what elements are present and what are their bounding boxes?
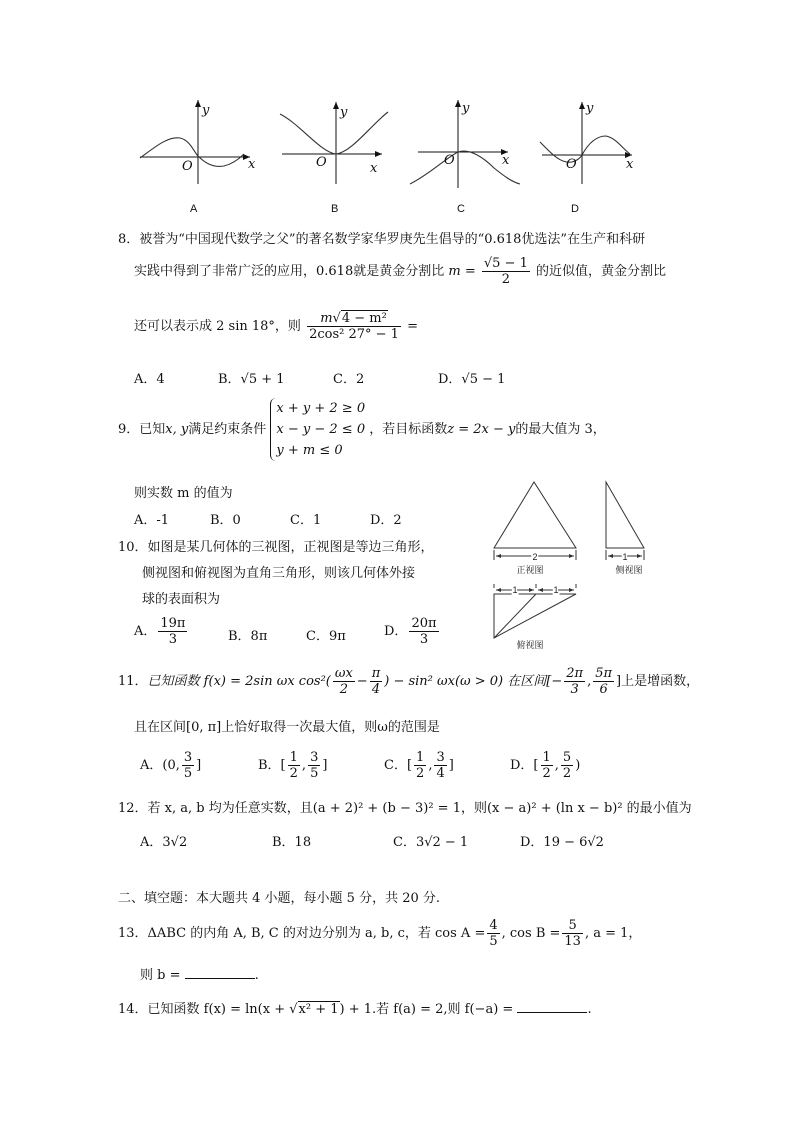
q9-objective: z = 2x − y [447,422,516,437]
q11-option-b-den2: 5 [310,766,319,781]
q13-f2-den: 13 [564,934,581,949]
q8-option-a[interactable]: A．4 [134,372,165,387]
front-view-caption: 正视图 [516,565,544,575]
q13-text-c: , a = 1， [584,926,642,941]
q11-line1 [118,666,699,697]
graph-label-b: B [331,203,339,215]
q11-option-c[interactable] [384,750,454,781]
q14-number: 14． [118,1002,148,1017]
q11-minus: − [356,674,368,689]
q9-constraint-1: x + y + 2 ≥ 0 [276,401,366,416]
graph-b-y-label: y [340,105,348,120]
q12-option-c[interactable]: C．3√2 − 1 [393,835,469,850]
q10-text-3: 球的表面积为 [142,592,221,607]
q9-option-c[interactable]: C．1 [290,513,322,528]
q8-expr-fraction: $\frac{\text{m√4 − m²}}{\text{2cos² 27° − 1}}$ [309,311,399,342]
q10-option-a[interactable] [134,616,189,647]
q8-line1 [118,228,645,247]
q11-comma: , [587,674,592,689]
q11-f4-den: 6 [599,682,608,697]
graph-b-x-label: x [370,161,378,176]
q10-line1 [118,536,434,555]
q10-option-a-den: 3 [168,632,178,647]
q11-option-c-tail: ] [448,758,454,773]
q13-f1-num: 4 [489,918,498,933]
q11-line2: 且在区间[0, π]上恰好取得一次最大值，则ω的范围是 [134,720,440,735]
graph-d [540,101,634,184]
q8-expr-m: m [320,311,333,326]
q14-radicand: x² + 1 [298,1002,339,1017]
q11-f2-num: π [371,666,381,681]
graph-c-origin: O [444,153,455,168]
top-dim-label-2: 1 [553,585,559,595]
q13-text-a: ΔABC 的内角 A, B, C 的对边分别为 a, b, c，若 cos A = [147,926,486,941]
q8-eq: = [407,319,418,334]
q11-option-c-den: 2 [416,766,425,781]
q10-option-d-den: 3 [419,632,429,647]
q10-option-d-num: 20π [411,616,437,631]
q8-option-c[interactable]: C．2 [333,372,365,387]
top-view-triangle [494,594,576,638]
q11-f3-den: 3 [570,682,579,697]
q14-answer-blank[interactable] [517,1000,587,1013]
q8-line3 [134,311,418,342]
q11-f1-den: 2 [339,682,348,697]
q10-option-b[interactable]: B．8π [228,629,268,644]
three-view-figure [486,476,656,654]
q14-end: . [587,1002,592,1017]
q12-option-d[interactable]: D．19 − 6√2 [520,835,604,850]
q11-option-c-num: 1 [416,750,425,765]
q13-text-b: , cos B = [501,926,561,941]
q8-expr-radicand: 4 − m² [341,311,387,326]
q8-expr-den: 2cos² 27° − 1 [309,327,399,342]
q10-number: 10． [118,540,148,555]
graph-d-origin: O [566,157,577,172]
q8-option-d[interactable]: D．√5 − 1 [438,372,506,387]
q10-option-d[interactable] [384,616,441,647]
graph-a-x-label: x [248,157,256,172]
q11-option-a[interactable] [140,750,201,781]
q11-option-c-mid: , [428,758,433,773]
q9-option-b[interactable]: B．0 [210,513,241,528]
q9-constraint-system [270,398,365,461]
graph-a-origin: O [182,159,193,174]
section-2-heading: 二、填空题：本大题共 4 小题，每小题 5 分，共 20 分. [118,891,441,906]
side-dim-label: 1 [622,552,628,562]
graph-label-d: D [571,203,579,215]
q11-option-b-tail: ] [322,758,328,773]
q9-number: 9． [118,422,140,437]
graph-d-y-label: y [586,101,594,116]
top-view-caption: 俯视图 [516,640,544,650]
q13-end: . [254,968,259,983]
q9-constraint-2: x − y − 2 ≤ 0 [276,422,366,437]
side-view-caption: 侧视图 [615,565,643,575]
q11-option-d-den2: 2 [562,766,572,781]
q11-option-b-num: 1 [289,750,298,765]
graph-c-y-label: y [462,101,470,116]
q11-f1-num: ωx [334,666,353,681]
q9-text-d: 的最大值为 3， [515,422,606,437]
q11-option-a-label: A．(0, [140,758,180,773]
q11-option-d-num: 1 [542,750,551,765]
q9-vars: x, y [165,422,189,437]
q13-number: 13． [118,926,148,941]
q8-m-eq: m = [448,264,476,279]
q13-line1 [118,918,641,949]
q9-line2: 则实数 m 的值为 [134,486,233,501]
q11-option-d-mid: , [554,758,559,773]
q13-line2 [140,964,259,983]
q11-option-b-label: B．[ [258,758,286,773]
q11-option-a-num: 3 [183,750,193,765]
q11-option-c-den2: 4 [436,766,445,781]
q8-line2 [134,256,666,287]
answer-graphs [120,92,660,222]
q9-text-c: ，若目标函数 [369,422,448,437]
q10-option-a-num: 19π [160,616,186,631]
q11-text-a: 已知函数 f(x) = 2sin ωx cos²( [147,674,331,689]
graph-c-x-label: x [502,153,510,168]
q14-text-a: 已知函数 f(x) = ln(x + [147,1002,290,1017]
q12-option-a[interactable]: A．3√2 [140,835,188,850]
q11-f2-den: 4 [371,682,381,697]
q11-text-b: ) − sin² ωx(ω > 0) 在区间[− [384,674,563,689]
q11-option-d-tail: ) [575,758,581,773]
graph-label-c: C [457,203,465,215]
q11-number: 11． [118,674,148,689]
q13-f2-num: 5 [562,918,583,934]
q9-constraint-3: y + m ≤ 0 [276,443,343,458]
front-dim-label: 2 [532,552,538,562]
q11-option-b[interactable] [258,750,327,781]
q10-text-1: 如图是某几何体的三视图，正视图是等边三角形， [147,540,434,555]
q11-option-b-num2: 3 [310,750,319,765]
q11-option-c-label: C．[ [384,758,413,773]
q11-text-c: ]上是增函数， [616,674,700,689]
q11-f4-num: 5π [595,666,613,681]
q11-option-d-label: D．[ [510,758,539,773]
graph-a [140,100,256,184]
graph-b-origin: O [316,155,327,170]
graph-b [280,102,388,184]
q12-text: 若 x, a, b 均为任意实数，且(a + 2)² + (b − 3)² = 1，则(x − a)² + (ln x − b)² 的最小值为 [147,801,692,816]
q8-text-3a: 还可以表示成 2 sin 18°，则 [134,319,301,334]
q13-text-2: 则 b = [140,968,181,983]
q11-f3-num: 2π [566,666,584,681]
q10-option-a-label: A． [134,624,157,639]
side-view-triangle [606,482,644,548]
q11-option-c-num2: 3 [436,750,445,765]
q9-text-b: 满足约束条件 [188,422,267,437]
q12-option-b[interactable]: B．18 [272,835,312,850]
q9-option-a[interactable]: A．-1 [134,513,170,528]
q8-option-b[interactable]: B．√5 + 1 [218,372,285,387]
q13-answer-blank[interactable] [185,966,255,979]
graph-label-a: A [190,203,198,215]
q14-line1: 14．已知函数 f(x) = ln(x + √x² + 1) + 1.若 f(a) = 2,则 f(−a) = . [118,1002,592,1017]
q11-option-d-den: 2 [542,766,551,781]
q11-option-b-den: 2 [289,766,298,781]
top-dim-label-1: 1 [512,585,518,595]
q8-text-2a: 实践中得到了非常广泛的应用，0.618就是黄金分割比 [134,264,445,279]
q9-text-a: 已知 [139,422,166,437]
q13-f1-den: 5 [489,934,498,949]
q12-number: 12． [118,801,148,816]
graph-c [410,100,520,188]
front-view-triangle [494,482,576,548]
q10-option-d-label: D． [384,624,408,639]
q14-text-b: ) + 1.若 f(a) = 2,则 f(−a) = [339,1002,514,1017]
q9-line1 [118,398,606,461]
q8-frac-den: 2 [501,272,510,287]
q8-frac-num: √5 − 1 [483,256,528,271]
q8-number: 8． [118,232,140,247]
q11-option-b-mid: , [301,758,307,773]
q11-option-a-den: 5 [183,766,193,781]
q8-text-2b: 的近似值，黄金分割比 [535,264,666,279]
graph-a-y-label: y [202,103,210,118]
q9-option-d[interactable]: D．2 [370,513,402,528]
q8-golden-fraction [482,256,530,287]
q10-text-2: 侧视图和俯视图为直角三角形，则该几何体外接 [142,566,416,581]
q10-option-c[interactable]: C．9π [306,629,346,644]
q11-option-d-num2: 5 [562,750,572,765]
q11-option-d[interactable] [510,750,580,781]
q11-option-a-tail: ] [196,758,202,773]
q8-text-1: 被誉为“中国现代数学之父”的著名数学家华罗庚先生倡导的“0.618优选法”在生产和科研 [139,232,646,247]
graph-d-x-label: x [626,157,634,172]
q12-line1 [118,797,692,816]
